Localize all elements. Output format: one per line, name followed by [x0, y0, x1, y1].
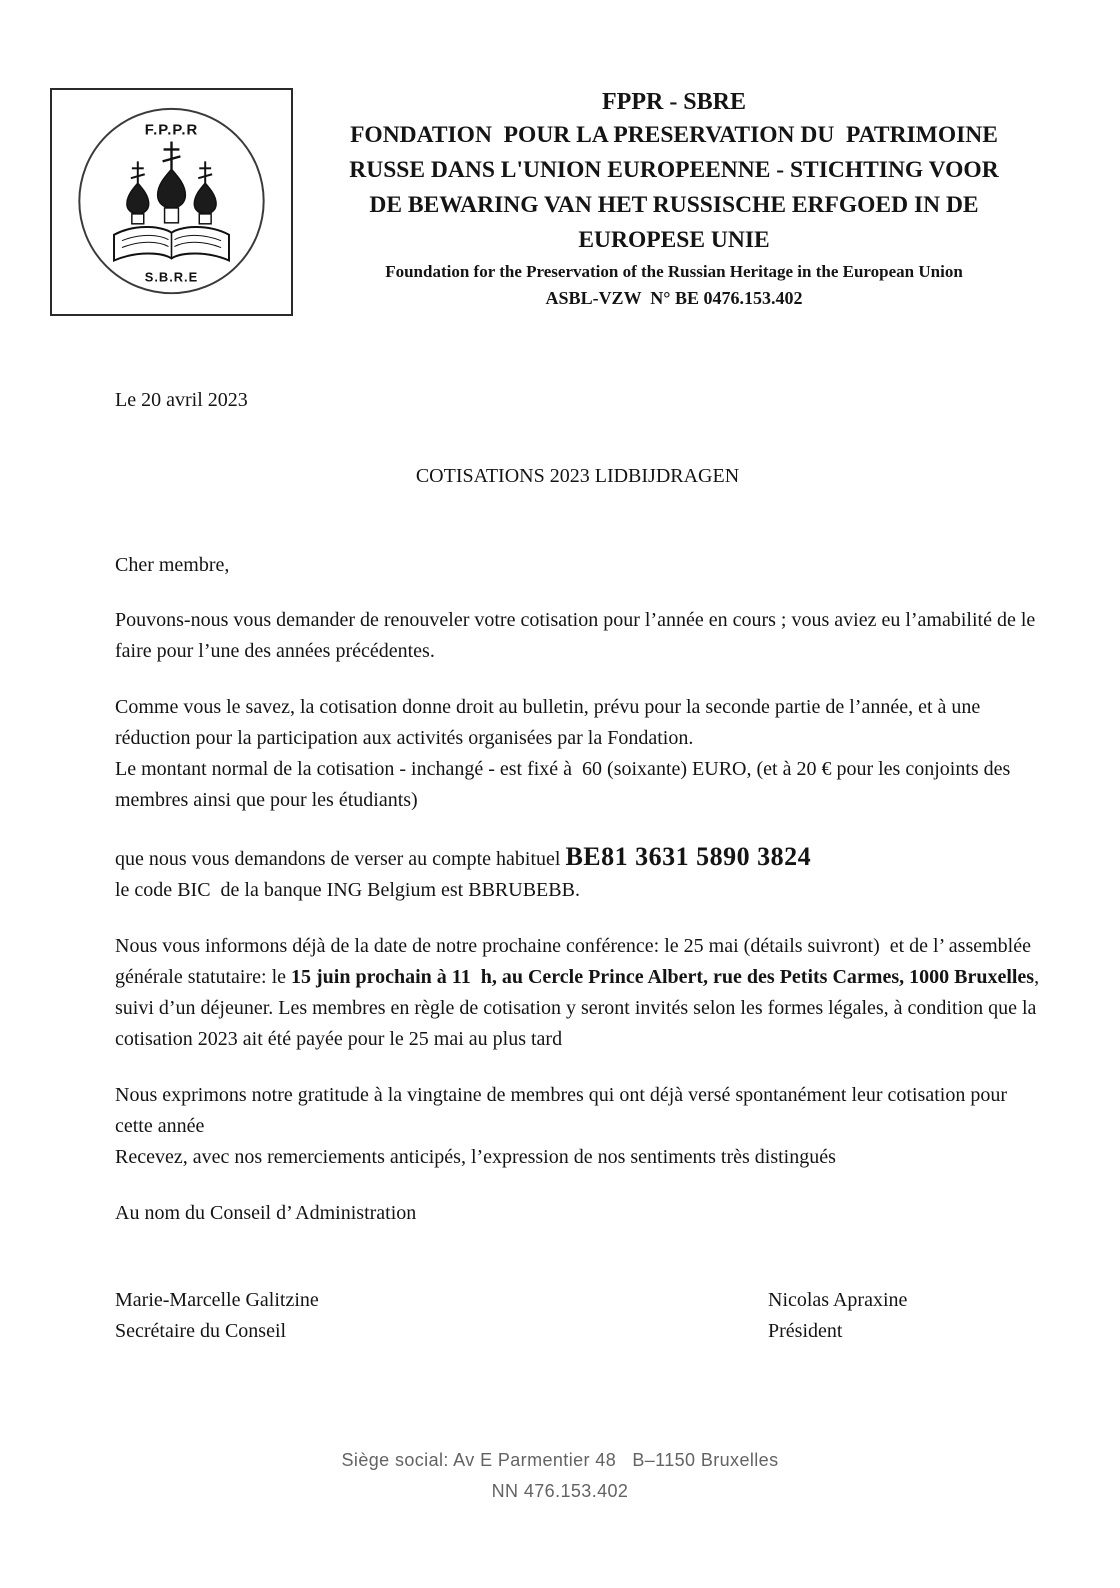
- left-cross-icon: [131, 161, 145, 183]
- account-intro: que nous vous demandons de verser au compte habituel: [115, 848, 566, 870]
- meeting-date-place: 15 juin prochain à 11 h, au Cercle Prince Albert, rue des Petits Carmes, 1000 Bruxelles: [291, 966, 1035, 988]
- meeting-intro: Nous vous informons déjà de la date de notre prochaine conférence: le 25 mai (détails suivront) et de l’ assemblée générale statutaire: le: [115, 935, 1036, 988]
- paragraph-account: [115, 841, 1040, 906]
- church-book-logo-icon: [52, 90, 291, 314]
- right-cross-icon: [198, 161, 212, 183]
- footer-national-number: NN 476.153.402: [491, 1481, 629, 1501]
- logo-bottom-label: S.B.R.E: [144, 269, 199, 285]
- organization-logo: [50, 88, 293, 316]
- salutation: Cher membre,: [115, 554, 230, 576]
- org-short-name: FPPR - SBRE: [602, 89, 746, 115]
- thanks-line1: Nous exprimons notre gratitude à la vingtaine de membres qui ont déjà versé spontanément leur cotisation pour cette année: [115, 1084, 1012, 1137]
- footer-address: Siège social: Av E Parmentier 48 B–1150 Bruxelles: [341, 1450, 779, 1470]
- bic-code-line: le code BIC de la banque ING Belgium est BBRUBEBB.: [115, 879, 580, 901]
- org-english-name: Foundation for the Preservation of the Russian Heritage in the European Union: [385, 262, 963, 282]
- org-full-name-line: DE BEWARING VAN HET RUSSISCHE ERFGOED IN DE: [369, 191, 979, 218]
- paragraph-amount-line1: Comme vous le savez, la cotisation donne droit au bulletin, prévu pour la seconde partie de l’année, et à une réduction pour la participation aux activités organisées par la Fondation.: [115, 696, 986, 749]
- paragraph-amount: [115, 692, 1040, 816]
- iban-account-number: BE81 3631 5890 3824: [565, 842, 812, 871]
- right-dome-icon: [194, 183, 216, 214]
- paragraph-amount-line2: Le montant normal de la cotisation - inchangé - est fixé à 60 (soixante) EURO, (et à 20 € pour les conjoints des membres ainsi que pour les étudiants): [115, 758, 1016, 811]
- logo-top-label: F.P.P.R: [144, 122, 199, 139]
- signature-secretary: [115, 1285, 768, 1347]
- org-registration-number: ASBL-VZW N° BE 0476.153.402: [545, 287, 803, 308]
- letter-subject: COTISATIONS 2023 LIDBIJDRAGEN: [415, 465, 740, 487]
- signature-block: [115, 1285, 1040, 1347]
- closing-line: Au nom du Conseil d’ Administration: [115, 1202, 417, 1224]
- org-full-name-line: EUROPESE UNIE: [578, 226, 770, 253]
- letterhead: [298, 86, 1050, 311]
- letter-footer: [0, 1445, 1120, 1507]
- secretary-title: Secrétaire du Conseil: [115, 1320, 287, 1342]
- thanks-line2: Recevez, avec nos remerciements anticipés, l’expression de nos sentiments très distingués: [115, 1146, 836, 1168]
- center-cross-icon: [163, 142, 181, 170]
- org-full-name-line: RUSSE DANS L'UNION EUROPEENNE - STICHTING VOOR: [349, 157, 999, 184]
- secretary-name: Marie-Marcelle Galitzine: [115, 1289, 319, 1311]
- open-book-icon: [114, 227, 229, 260]
- letter-date: Le 20 avril 2023: [115, 389, 248, 411]
- letter-body: [115, 385, 1045, 1347]
- org-full-name-line: FONDATION POUR LA PRESERVATION DU PATRIMOINE: [350, 122, 998, 149]
- president-name: Nicolas Apraxine: [768, 1289, 908, 1311]
- paragraph-thanks: [115, 1080, 1040, 1173]
- center-dome-icon: [158, 169, 186, 208]
- paragraph-renewal: Pouvons-nous vous demander de renouveler votre cotisation pour l’année en cours ; vous aviez eu l’amabilité de le faire pour l’une des années précédentes.: [115, 609, 1041, 662]
- president-title: Président: [768, 1320, 843, 1342]
- left-dome-icon: [127, 183, 149, 214]
- meeting-outro: , suivi d’un déjeuner. Les membres en règle de cotisation y seront invités selon les formes légales, à condition que la cotisation 2023 ait été payée pour le 25 mai au plus tard: [115, 966, 1045, 1050]
- paragraph-meeting: [115, 931, 1045, 1055]
- signature-president: [768, 1285, 1040, 1347]
